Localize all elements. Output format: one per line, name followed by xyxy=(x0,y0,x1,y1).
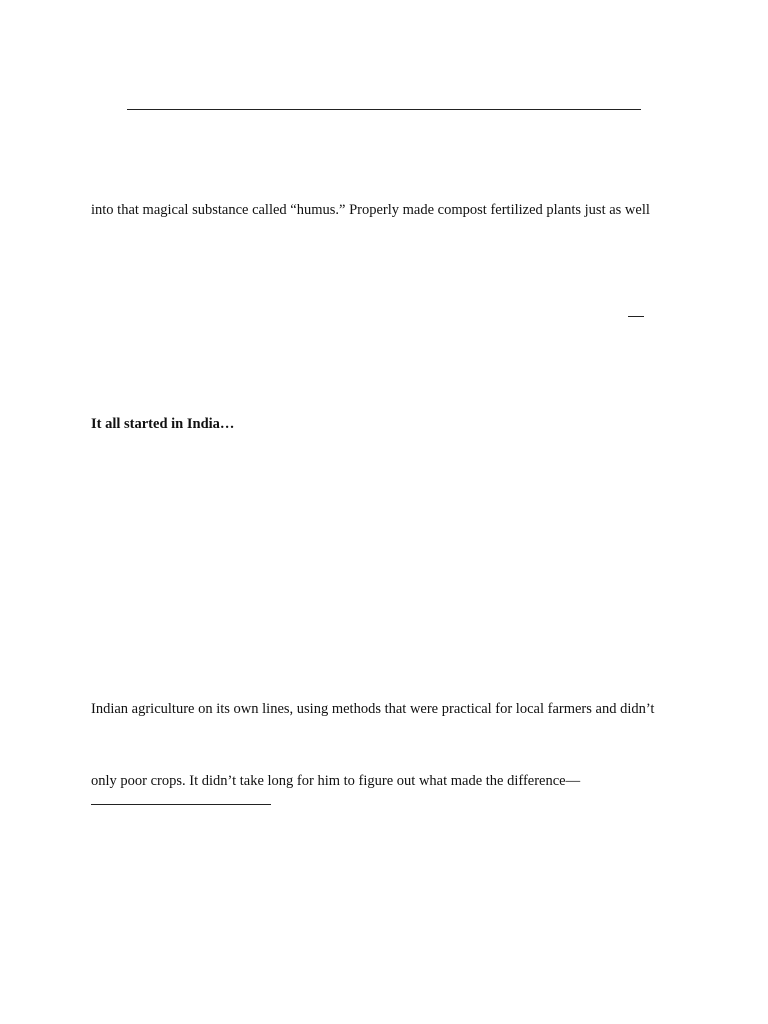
body-text-line: Indian agriculture on its own lines, using methods that were practical for local farmers and didn’t xyxy=(91,701,655,717)
body-text-line: into that magical substance called “humus.” Properly made compost fertilized plants just as well xyxy=(91,202,650,218)
body-text-line: only poor crops. It didn’t take long for him to figure out what made the difference— xyxy=(91,773,581,789)
footnote-separator xyxy=(91,804,271,805)
header-rule xyxy=(127,109,641,110)
section-heading: It all started in India… xyxy=(91,416,235,432)
dash-rule xyxy=(628,316,644,317)
